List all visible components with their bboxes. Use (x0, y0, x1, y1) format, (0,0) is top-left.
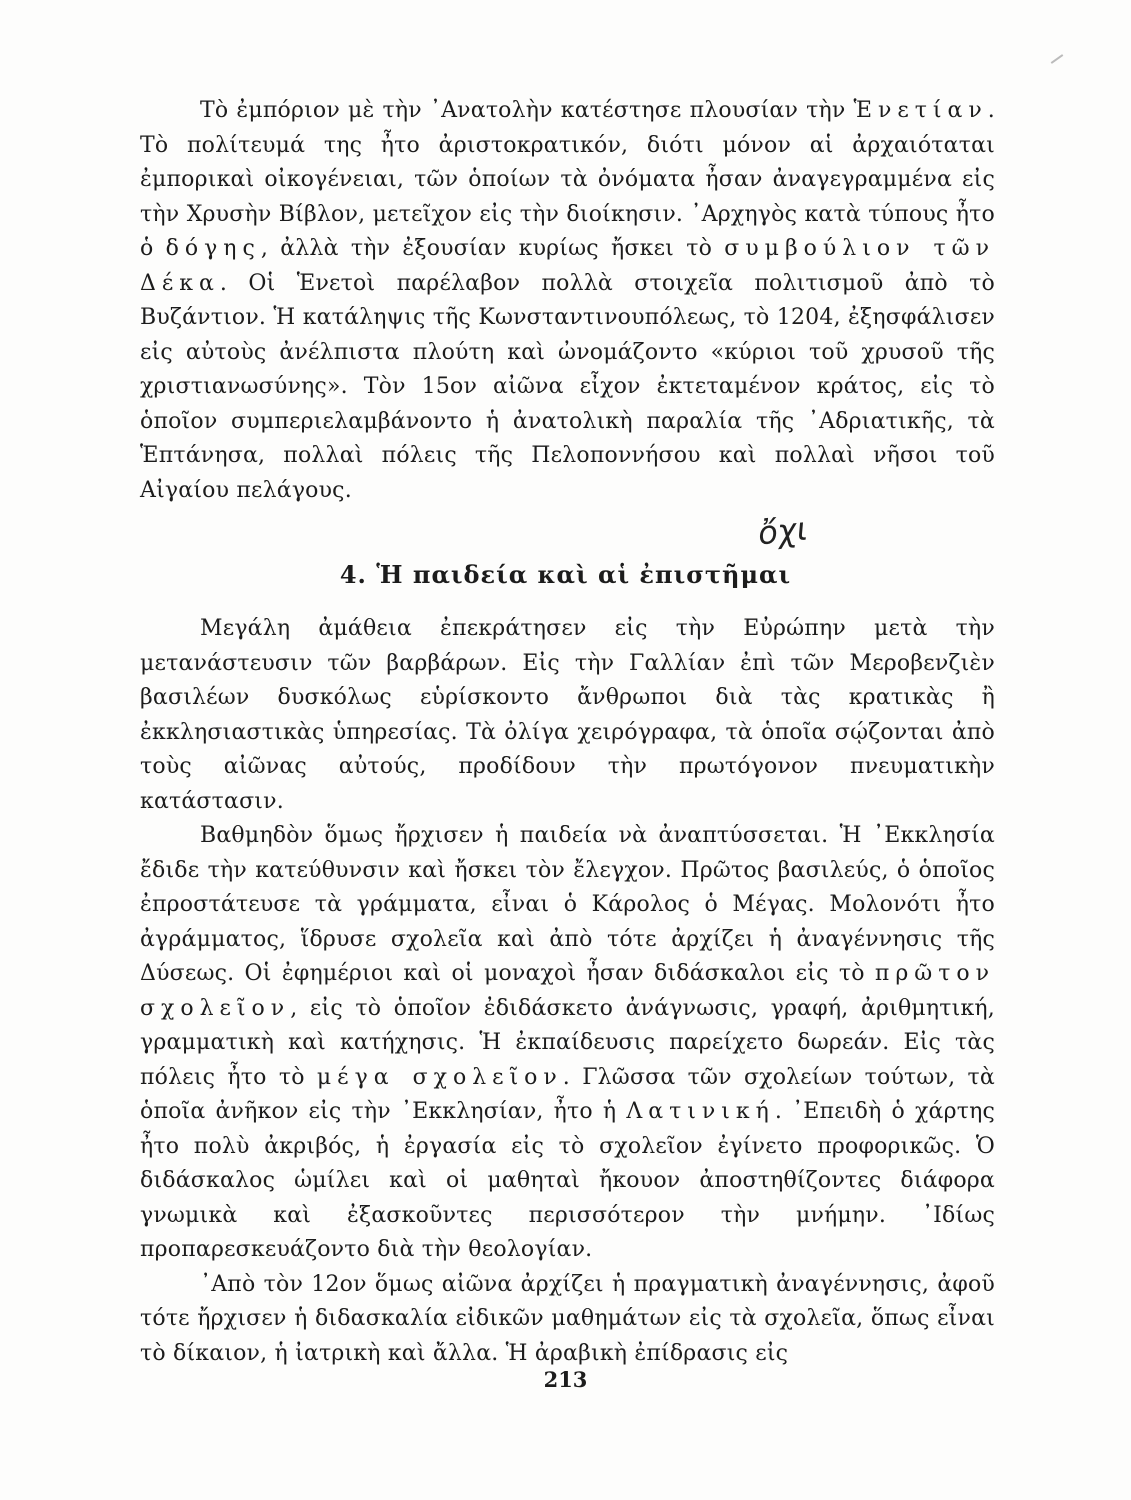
scan-mark (1051, 54, 1064, 64)
spaced-term: πρῶτον σχολεῖον (140, 961, 995, 1021)
spaced-term: μέγα σχολεῖον (316, 1064, 563, 1090)
section-heading: 4. Ἡ παιδεία καὶ αἱ ἐπιστῆμαι (339, 560, 792, 589)
page-number: 213 (543, 1367, 588, 1392)
intro-paragraph (140, 94, 995, 508)
section-paragraph-2: Βαθμηδὸν ὅμως ἤρχισεν ἡ παιδεία νὰ ἀναπτύσσεται. Ἡ ᾿Εκκλησία ἔδιδε τὴν κατεύθυνσιν καὶ ἤσκει τὸν ἔλεγχον. Πρῶτος βασιλεύς, ὁ ὁποῖος ἐπροστάτευσε τὰ γράμματα, εἶναι ὁ Κάρολος ὁ Μέγας. Μολονότι ἦτο ἀγράμματος, ἵδρυσε σχολεῖα καὶ ἀπὸ τότε ἀρχίζει ἡ ἀναγέννησις τῆς Δύσεως. Οἱ ἐφημέριοι καὶ οἱ μοναχοὶ ἦσαν διδάσκαλοι εἰς τὸ πρῶτον σχολεῖον, εἰς τὸ ὁποῖον ἐδιδάσκετο ἀνάγνωσις, γραφή, ἀριθμητική, γραμματικὴ καὶ κατήχησις. Ἡ ἐκπαίδευσις παρείχετο δωρεάν. Εἰς τὰς πόλεις ἦτο τὸ μέγα σχολεῖον. Γλῶσσα τῶν σχολείων τούτων, τὰ ὁποῖα ἀνῆκον εἰς τὴν ᾿Εκκλησίαν, ἦτο ἡ Λατινική. ᾿Επειδὴ ὁ χάρτης ἦτο πολὺ ἀκριβός, ἡ ἐργασία εἰς τὸ σχολεῖον ἐγίνετο προφορικῶς. Ὁ διδάσκαλος ὡμίλει καὶ οἱ μαθηταὶ ἤκουον ἀποστηθίζοντες διάφορα γνωμικὰ καὶ ἐξασκοῦντες περισσότερον τὴν μνήμην. ᾿Ιδίως προπαρεσκευάζοντο διὰ τὴν θεολογίαν. (140, 823, 995, 1262)
intro-text: Τὸ ἐμπόριον μὲ τὴν ᾿Ανατολὴν κατέστησε πλουσίαν τὴν Ἑνετίαν. Τὸ πολίτευμά της ἦτο ἀριστοκρατικόν, διότι μόνον αἱ ἀρχαιόταται ἐμπορικαὶ οἰκογένειαι, τῶν ὁποίων τὰ ὀνόματα ἦσαν ἀναγεγραμμένα εἰς τὴν Χρυσὴν Βίβλον, μετεῖχον εἰς τὴν διοίκησιν. ᾿Αρχηγὸς κατὰ τύπους ἦτο ὁ δόγης, ἀλλὰ τὴν ἐξουσίαν κυρίως ἤσκει τὸ συμβούλιον τῶν Δέκα. Οἱ Ἑνετοὶ παρέλαβον πολλὰ στοιχεῖα πολιτισμοῦ ἀπὸ τὸ Βυζάντιον. Ἡ κατάληψις τῆς Κωνσταντινουπόλεως, τὸ 1204, ἐξησφάλισεν εἰς αὐτοὺς ἀνέλπιστα πλούτη καὶ ὠνομάζοντο «κύριοι τοῦ χρυσοῦ τῆς χριστιανωσύνης». Τὸν 15ον αἰῶνα εἶχον ἐκτεταμένον κράτος, εἰς τὸ ὁποῖον συμπεριελαμβάνοντο ἡ ἀνατολικὴ παραλία τῆς ᾿Αδριατικῆς, τὰ Ἑπτάνησα, πολλαὶ πόλεις τῆς Πελοποννήσου καὶ πολλαὶ νῆσοι τοῦ Αἰγαίου πελάγους. (140, 98, 995, 503)
section-body (140, 612, 995, 1371)
section-paragraph-1: Μεγάλη ἀμάθεια ἐπεκράτησεν εἰς τὴν Εὐρώπην μετὰ τὴν μετανάστευσιν τῶν βαρβάρων. Εἰς τὴν Γαλλίαν ἐπὶ τῶν Μεροβενζιὲν βασιλέων δυσκόλως εὑρίσκοντο ἄνθρωποι διὰ τὰς κρατικὰς ἢ ἐκκλησιαστικὰς ὑπηρεσίας. Τὰ ὀλίγα χειρόγραφα, τὰ ὁποῖα σῴζονται ἀπὸ τοὺς αἰῶνας αὐτούς, προδίδουν τὴν πρωτόγονον πνευματικὴν κατάστασιν. (140, 616, 995, 814)
spaced-term: δόγης (165, 236, 261, 261)
section-paragraph-3: ᾿Απὸ τὸν 12ον ὅμως αἰῶνα ἀρχίζει ἡ πραγματικὴ ἀναγέννησις, ἀφοῦ τότε ἤρχισεν ἡ διδασκαλία εἰδικῶν μαθημάτων εἰς τὰ σχολεῖα, ὅπως εἶναι τὸ δίκαιον, ἡ ἰατρικὴ καὶ ἄλλα. Ἡ ἀραβικὴ ἐπίδρασις εἰς (140, 1271, 995, 1366)
spaced-term: συμβούλιον τῶν Δέκα (140, 236, 995, 296)
spaced-term: Ἑνετίαν (853, 98, 988, 123)
handwritten-annotation: ὄχι (756, 509, 810, 553)
spaced-term: Λατινική (626, 1099, 775, 1124)
